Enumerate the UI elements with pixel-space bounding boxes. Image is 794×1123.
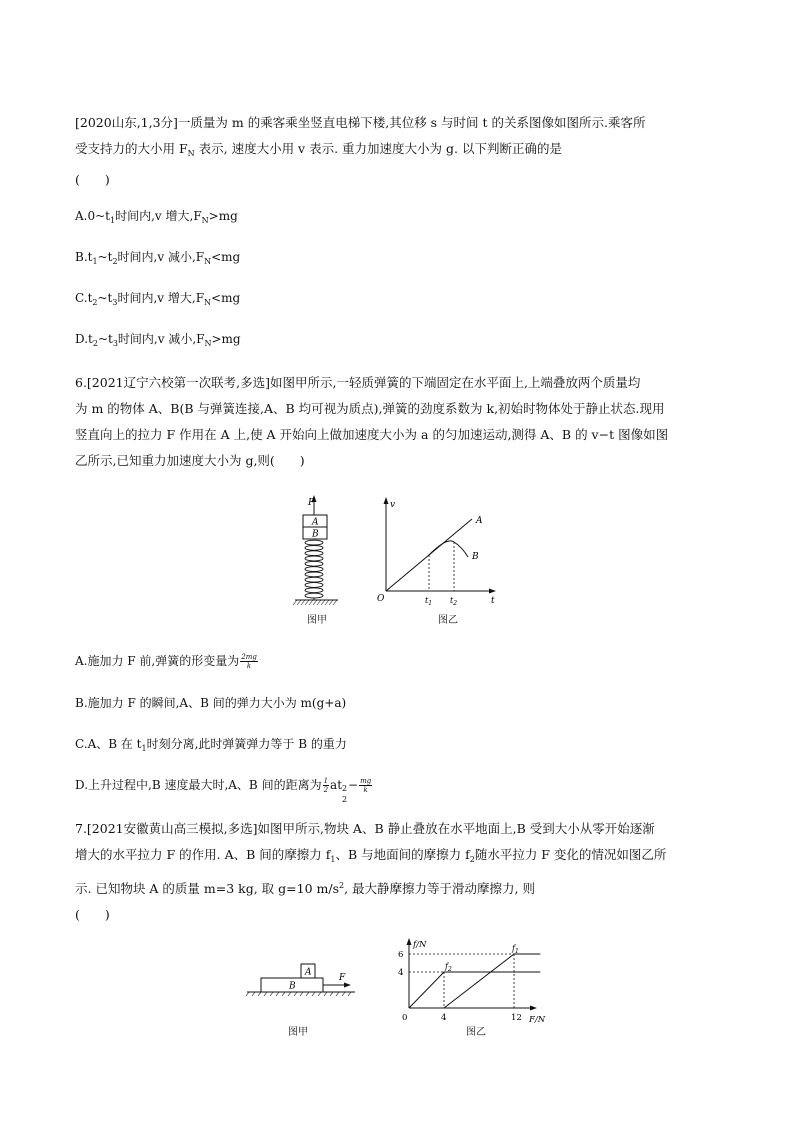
axis-label-fN: f/N [413, 940, 427, 950]
q6-stem [75, 370, 725, 474]
x-tick-4: 4 [441, 1013, 447, 1023]
spring-coil [305, 561, 323, 566]
q6-option-a: A.施加力 F 前,弹簧的形变量为 $\frac{2mg}{k}$ [75, 653, 257, 670]
hatch-line [306, 992, 309, 996]
q5-option-d: $D.t_2\sim t_3$时间内,v 减小$,F_N>mg$ [75, 332, 241, 348]
ground-hatch [293, 600, 337, 605]
q5-option-b: $B.t_1\sim t_2$时间内,v 减小$,F_N<mg$ [75, 250, 241, 266]
axis-label-FN: F/N [529, 1015, 546, 1024]
hatch-line [330, 992, 333, 996]
curve-label-B: B [472, 552, 479, 562]
q6-figure-yi [372, 495, 502, 615]
spring-coil [305, 556, 323, 561]
hatch-line [294, 992, 297, 996]
hatch-line [325, 600, 329, 605]
hatch-line [329, 600, 333, 605]
hatch-line [282, 992, 285, 996]
hatch-line [312, 992, 315, 996]
spring-coil [305, 588, 323, 593]
hatch-line [246, 992, 249, 996]
hatch-line [333, 600, 337, 605]
spring-coil [305, 567, 323, 572]
label-B: B [312, 529, 319, 540]
q7-line3: 示. 已知物块 A 的质量 m=3 kg, 取 g=10 $m/s^2$, 最大静摩擦力等于滑动摩擦力, 则 [75, 881, 535, 896]
q5-line2: 受支持力的大小用 $F_N$ 表示, 速度大小用 v 表示. 重力加速度大小为 g. 以下判断正确的是 [75, 141, 562, 158]
label-A: A [305, 967, 312, 978]
hatch-line [270, 992, 273, 996]
curve-label-A: A [476, 516, 483, 526]
hatch-line [276, 992, 279, 996]
frac-2mg-k: $\frac{2mg}{k}$ [241, 653, 257, 670]
q7-caption-jia: 图甲 [288, 1027, 308, 1038]
label-v: v [390, 500, 396, 510]
q5-line3: ( ) [75, 172, 110, 187]
hatch-line [324, 992, 327, 996]
spring-coil [305, 546, 323, 551]
spring-coil [305, 593, 323, 598]
hatch-line [336, 992, 339, 996]
hatch-line [301, 600, 305, 605]
label-B: B [289, 981, 296, 992]
hatch-line [317, 600, 321, 605]
F-axis-arrow [530, 1006, 537, 1011]
series-f2 [409, 972, 540, 1008]
t-axis-arrow [489, 589, 496, 594]
label-A: A [312, 517, 319, 528]
tick-t1: $t_1$ [425, 596, 433, 607]
q5-option-a: $A.0\sim t_1$时间内,v 增大$,F_N>mg$ [75, 209, 238, 225]
q6-line1: 6.[2021辽宁六校第一次联考,多选]如图甲所示,一轻质弹簧的下端固定在水平面上,上端叠放两个质量均 [75, 375, 641, 390]
spring-coil [305, 572, 323, 577]
q6-caption-yi: 图乙 [438, 615, 458, 626]
series-f1 [444, 954, 540, 1008]
force-arrow-head [344, 983, 351, 988]
hatch-line [321, 600, 325, 605]
q7-stem [75, 816, 725, 928]
q6-option-b: B.施加力 F 的瞬间,A、B 间的弹力大小为 m(g+a) [75, 696, 347, 710]
hatch-line [313, 600, 317, 605]
spring-coil [305, 551, 323, 556]
hatch-line [293, 600, 297, 605]
hatch-line [264, 992, 267, 996]
x-tick-12: 12 [511, 1013, 522, 1023]
spring-coil [305, 540, 323, 545]
hatch-line [309, 600, 313, 605]
q6-option-c: C.A、B 在 $t_1$时刻分离,此时弹簧弹力等于 B 的重力 [75, 737, 347, 753]
q5-stem [75, 110, 725, 193]
curve-B [429, 541, 468, 557]
q6-caption-jia: 图甲 [307, 615, 327, 626]
q5-option-c: $C.t_2\sim t_3$时间内,v 增大$,F_N<mg$ [75, 291, 241, 307]
series-label-f1: $f_1$ [512, 944, 519, 955]
label-O: O [377, 594, 385, 604]
label-F: F [308, 498, 315, 508]
q7-figure-jia [245, 958, 365, 1000]
q6-figure-jia [290, 492, 360, 612]
q7-caption-yi: 图乙 [466, 1027, 486, 1038]
origin-label: 0 [402, 1013, 408, 1023]
y-tick-4: 4 [398, 968, 404, 978]
f-axis-arrow [407, 938, 412, 945]
q5-line1: [2020山东,1,3分]一质量为 m 的乘客乘坐竖直电梯下楼,其位移 s 与时间 t 的关系图像如图所示.乘客所 [75, 115, 646, 130]
q6-line2: 为 m 的物体 A、B(B 与弹簧连接,A、B 均可视为质点),弹簧的劲度系数为 k,初始时物体处于静止状态.现用 [75, 401, 665, 416]
hatch-line [342, 992, 345, 996]
series-label-f2: $f_2$ [445, 962, 452, 973]
label-t: t [491, 596, 495, 606]
hatch-line [288, 992, 291, 996]
q7-line4: ( ) [75, 907, 110, 922]
hatch-line [305, 600, 309, 605]
v-axis-arrow [384, 497, 389, 504]
hatch-line [252, 992, 255, 996]
ground-hatch [246, 992, 351, 996]
q6-option-d: D.上升过程中,B 速度最大时,A、B 间的距离为 $\frac{1}{2}$ at 2 2 − $\frac{mg}{k}$ [75, 777, 372, 804]
label-F: F [339, 973, 346, 983]
q6-line4: 乙所示,已知重力加速度大小为 g,则( ) [75, 453, 305, 468]
hatch-line [258, 992, 261, 996]
q7-figure-yi [390, 936, 550, 1024]
hatch-line [318, 992, 321, 996]
hatch-line [297, 600, 301, 605]
q7-line2: 增大的水平拉力 F 的作用. A、B 间的摩擦力 $f_1$、B 与地面间的摩擦力 $f_2$随水平拉力 F 变化的情况如图乙所 [75, 847, 667, 864]
q7-line1: 7.[2021安徽黄山高三模拟,多选]如图甲所示,物块 A、B 静止叠放在水平地面上,B 受到大小从零开始逐渐 [75, 821, 655, 836]
spring [305, 540, 323, 600]
hatch-line [348, 992, 351, 996]
tick-t2: $t_2$ [450, 596, 458, 607]
hatch-line [300, 992, 303, 996]
y-tick-6: 6 [398, 950, 404, 960]
spring-coil [305, 577, 323, 582]
spring-coil [305, 583, 323, 588]
q6-line3: 竖直向上的拉力 F 作用在 A 上,使 A 开始向上做加速度大小为 a 的匀加速运动,测得 A、B 的 v−t 图像如图 [75, 427, 669, 442]
